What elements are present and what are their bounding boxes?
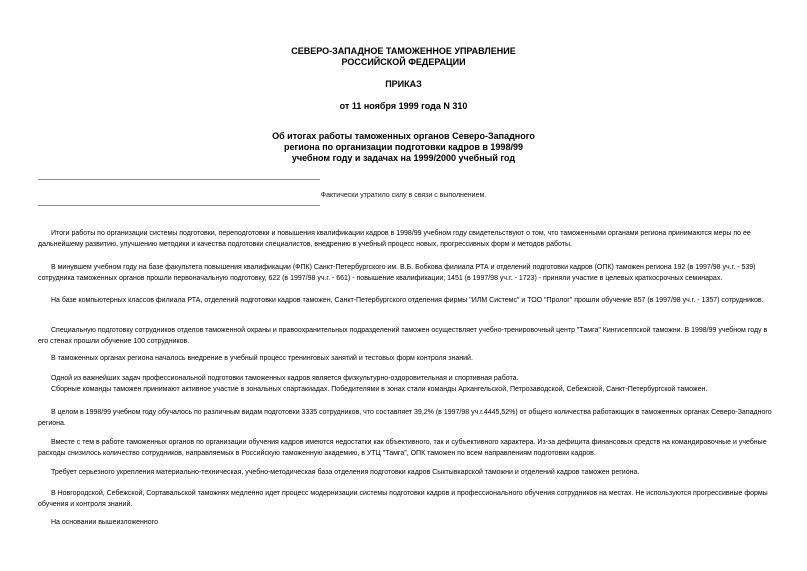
document-date: от 11 ноября 1999 года N 310 <box>339 101 468 111</box>
issuer-line-1: СЕВЕРО-ЗАПАДНОЕ ТАМОЖЕННОЕ УПРАВЛЕНИЕ <box>291 46 516 56</box>
paragraph: Требует серьезного укрепления материально-техническая, учебно-методическая база отделения подготовки кадров Сыктывкарской таможни и отделений кадров таможен региона. <box>51 469 640 476</box>
paragraph: На основании вышеизложенного <box>51 519 158 526</box>
paragraph: Итоги работы по организации системы подготовки, переподготовки и повышения квалификации кадров в 1998/99 учебном году свидетельствуют о том, что таможенными органами региона принимаются меры по ее дальнейшему развитию, улучшению методики и качества подготовки специалистов, внедрению в учебный процесс новых, прогрессивных форм и методов работы. <box>38 230 751 248</box>
paragraph: Специальную подготовку сотрудников отделов таможенной охраны и правоохранительных подразделений таможен осуществляет учебно-тренировочный центр "Тамга" Кингисеппской таможни. В 1998/99 учебном году в его стенах прошли обучение 100 сотрудников. <box>38 327 768 345</box>
separator-bottom <box>38 205 320 206</box>
paragraph: В минувшем учебном году на базе факультета повышения квалификации (ФПК) Санкт-Петербургского им. В.Б. Бобкова филиала РТА и отделений подготовки кадров (ОПК) таможен региона 192 (в 1997/98 уч.г. - 539) сотрудника таможенных органов прошли первоначальную подготовку, 622 (в 1997/98 уч.г. - 661) - повышение квалификации; 1451 (в 1997/98 уч.г. - 1723) - приняли участие в целевых краткосрочных семинарах. <box>38 264 756 282</box>
paragraph: Сборные команды таможен принимают активное участие в зональных спартакиадах. Победителями в зонах стали команды Архангельской, Петрозаводской, Себежской, Санкт-Петербургской таможен. <box>51 386 708 393</box>
paragraph: Вместе с тем в работе таможенных органов по организации обучения кадров имеются недостатки как объективного, так и субъективного характера. Из-за дефицита финансовых средств на командировочные и учебные расходы снизилось количество сотрудников, направляемых в Российскую таможенную академию, в УТЦ "Тамга", ОПК таможен по всем направлениям подготовки кадров. <box>38 439 767 457</box>
document-title-line-2: региона по организации подготовки кадров в 1998/99 <box>284 142 523 152</box>
paragraph: В целом в 1998/99 учебном году обучалось по различным видам подготовки 3335 сотрудников, что составляет 39,2% (в 1997/98 уч.г.4445,52%) от общего количества работающих в таможенных органах Северо-Западного региона. <box>38 409 772 427</box>
document-title-line-3: учебном году и задачах на 1999/2000 учебный год <box>291 153 516 163</box>
document-title-line-1: Об итогах работы таможенных органов Северо-Западного <box>272 131 535 141</box>
issuer-line-2: РОССИЙСКОЙ ФЕДЕРАЦИИ <box>341 57 466 67</box>
paragraph: В Новгородской, Себежской, Сортавальской таможнях медленно идет процесс модернизации системы подготовки кадров и профессионального обучения сотрудников на местах. Не используются прогрессивные формы обучения и контроля знаний. <box>38 490 768 508</box>
paragraph: На базе компьютерных классов филиала РТА, отделений подготовки кадров таможен, Санкт-Петербургского отделения фирмы "ИЛМ Системс" и ТОО "Пролог" прошли обучение 857 (в 1997/98 уч.г. - 1357) сотрудников. <box>51 297 764 304</box>
document-type: ПРИКАЗ <box>385 79 422 89</box>
paragraph: В таможенных органах региона началось внедрение в учебный процесс тренинговых занятий и тестовых форм контроля знаний. <box>51 355 473 362</box>
status-note: Фактически утратило силу в связи с выполнением. <box>320 192 487 199</box>
separator-top <box>38 179 320 180</box>
paragraph: Одной из важнейших задач профессиональной подготовки таможенных кадров является физкультурно-оздоровительная и спортивная работа. <box>51 375 519 382</box>
